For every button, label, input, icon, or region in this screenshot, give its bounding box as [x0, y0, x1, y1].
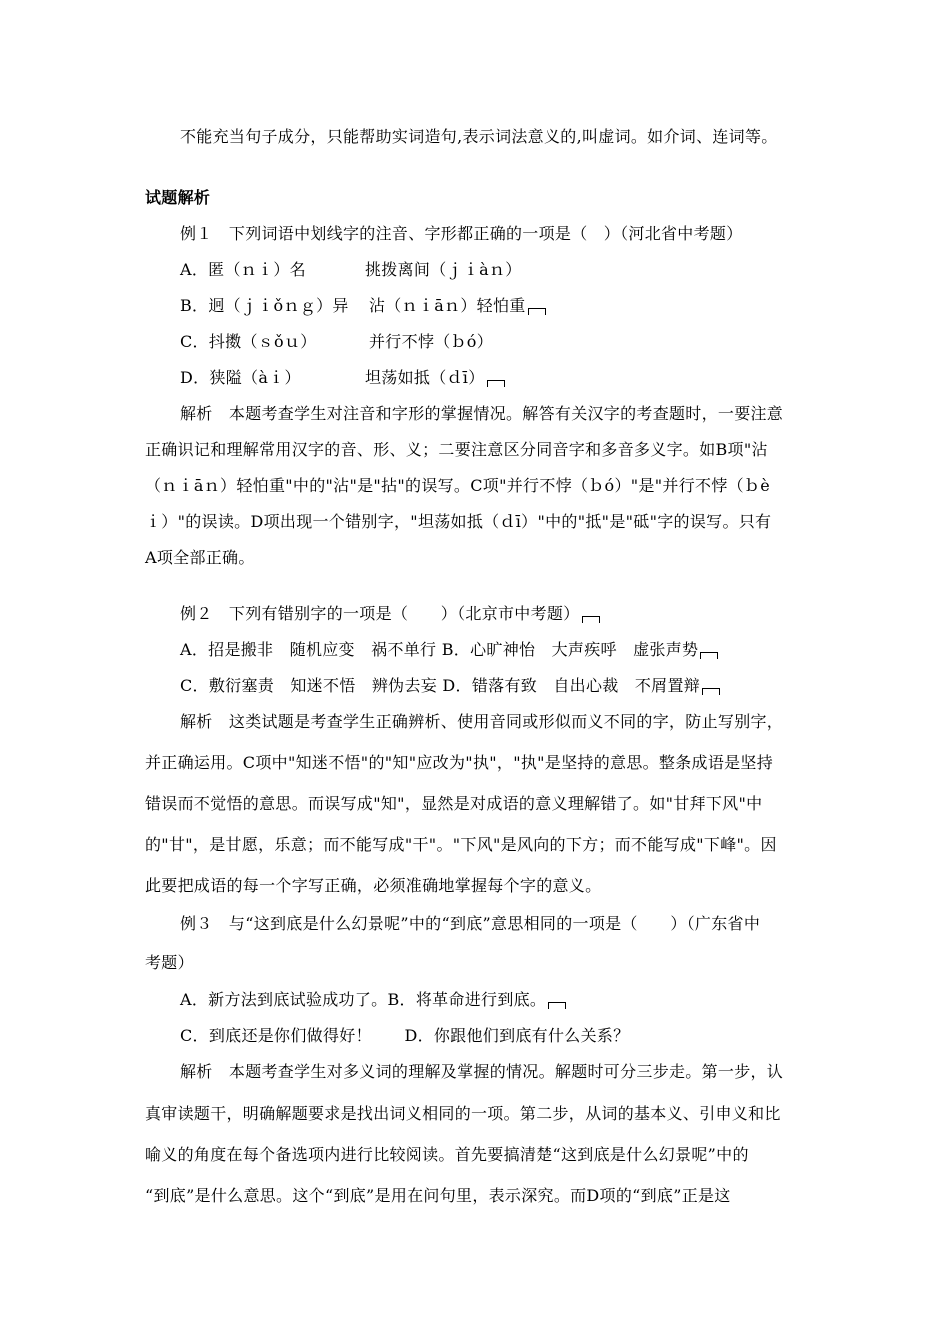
example1-analysis-line: 解析 本题考查学生对注音和字形的掌握情况。解答有关汉字的考查题时，一要注意	[180, 404, 784, 423]
example3-analysis-line: 解析 本题考查学生对多义词的理解及掌握的情况。解题时可分三步走。第一步，认	[180, 1062, 784, 1081]
example2-row2: C．敷衍塞责 知迷不悟 辨伪去妄 D．错落有致 自出心裁 不屑置辩	[180, 676, 701, 695]
example1-analysis-line: A项全部正确。	[145, 548, 255, 567]
example2-options-row	[180, 640, 718, 660]
option-a-part1: A．匿（ｎｉ）名	[180, 260, 306, 279]
paragraph-mark-icon	[582, 616, 600, 623]
example1-option-d2	[365, 368, 505, 388]
example3-question-line: 考题）	[145, 953, 194, 972]
example2-options-row	[180, 676, 720, 696]
paragraph-mark-icon	[548, 1002, 566, 1009]
example1-analysis-line: （ｎｉāｎ）轻怕重"中的"沾"是"拈"的误写。C项"并行不悖（ｂó）"是"并行不悖（ｂè	[145, 476, 770, 495]
example1-option-c	[180, 332, 317, 352]
example2-analysis-line: 此要把成语的每一个字写正确，必须准确地掌握每个字的意义。	[145, 876, 602, 895]
example1-option-b	[180, 296, 349, 316]
example2-row1: A．招是搬非 随机应变 祸不单行 B．心旷神怡 大声疾呼 虚张声势	[180, 640, 699, 659]
example1-question: 例１ 下列词语中划线字的注音、字形都正确的一项是（ ）（河北省中考题）	[180, 224, 743, 243]
example2-analysis-line: 解析 这类试题是考查学生正确辨析、使用音同或形似而义不同的字，防止写别字，	[180, 712, 784, 731]
example1-option-b2	[369, 296, 546, 316]
example3-row1: A．新方法到底试验成功了。B．将革命进行到底。	[180, 990, 547, 1009]
paragraph-mark-icon	[700, 652, 718, 659]
example1-analysis-line: 正确识记和理解常用汉字的音、形、义；二要注意区分同音字和多音多义字。如B项"沾	[145, 440, 768, 459]
intro-line: 不能充当句子成分，只能帮助实词造句,表示词法意义的,叫虚词。如介词、连词等。	[180, 127, 778, 146]
example1-option-d	[180, 368, 301, 388]
example1-option-a	[180, 260, 306, 280]
example2-analysis-line: 错误而不觉悟的意思。而误写成"知"，显然是对成语的意义理解错了。如"甘拜下风"中	[145, 794, 763, 813]
example3-options-row	[180, 990, 566, 1010]
example3-analysis-line: “到底”是什么意思。这个“到底”是用在问句里，表示深究。而D项的“到底”正是这	[145, 1186, 731, 1205]
option-c-part2: 并行不悖（ｂó）	[369, 332, 494, 351]
paragraph-mark-icon	[702, 688, 720, 695]
example2-question-line	[180, 604, 600, 624]
example3-question-line: 例３ 与“这到底是什么幻景呢”中的“到底”意思相同的一项是（ ）（广东省中	[180, 914, 761, 933]
example3-options-row: C．到底还是你们做得好！ D．你跟他们到底有什么关系？	[180, 1026, 630, 1045]
option-a-part2: 挑拨离间（ｊｉàｎ）	[365, 260, 522, 279]
section-heading: 试题解析	[145, 188, 211, 207]
example2-analysis-line: 并正确运用。C项中"知迷不悟"的"知"应改为"执"，"执"是坚持的意思。整条成语是坚持	[145, 753, 774, 772]
option-d-part2: 坦荡如抵（ｄī）	[365, 368, 485, 387]
example3-analysis-line: 真审读题干，明确解题要求是找出词义相同的一项。第二步，从词的基本义、引申义和比	[145, 1104, 781, 1123]
example1-analysis-line: ｉ）"的误读。D项出现一个错别字，"坦荡如抵（ｄī）"中的"抵"是"砥"字的误写。只有	[145, 512, 772, 531]
option-c-part1: C．抖擞（ｓǒｕ）	[180, 332, 317, 351]
option-b-part2: 沾（ｎｉāｎ）轻怕重	[369, 296, 526, 315]
example2-question: 例２ 下列有错别字的一项是（ ）（北京市中考题）	[180, 604, 580, 623]
paragraph-mark-icon	[528, 308, 546, 315]
example2-analysis-line: 的"甘"，是甘愿，乐意；而不能写成"干"。"下风"是风向的下方；而不能写成"下峰"。因	[145, 835, 777, 854]
option-d-part1: D．狭隘（àｉ）	[180, 368, 301, 387]
paragraph-mark-icon	[487, 380, 505, 387]
example3-analysis-line: 喻义的角度在每个备选项内进行比较阅读。首先要搞清楚“这到底是什么幻景呢”中的	[145, 1145, 749, 1164]
option-b-part1: B．迥（ｊｉǒｎｇ）异	[180, 296, 349, 315]
